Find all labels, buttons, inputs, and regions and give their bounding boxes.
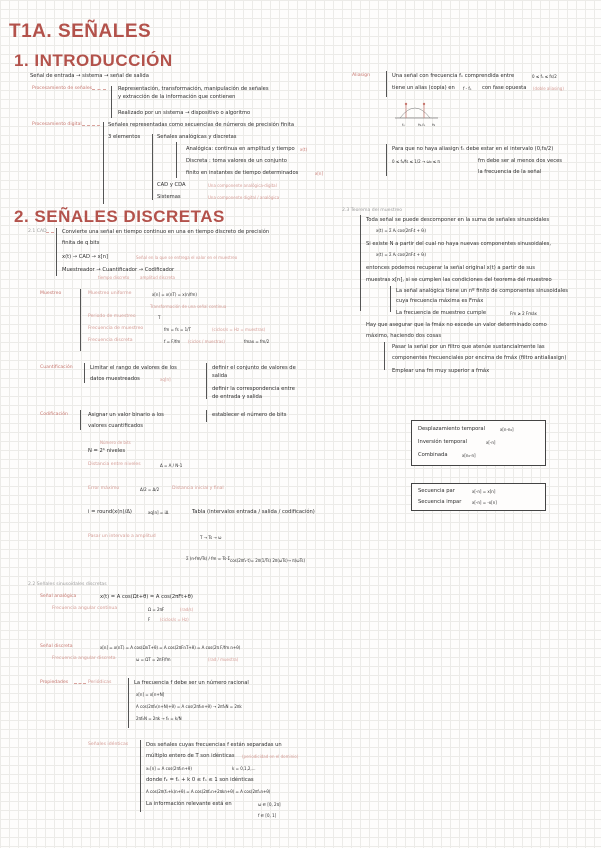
box1-row-3: Combinada [418, 452, 448, 458]
coding-1: Asignar un valor binario a los [88, 412, 164, 418]
cad-brace [56, 228, 57, 276]
periodic-3: A cos(2πf₀(n+N)+θ) = A cos(2πf₀n+θ) → 2πf₀N = 2πk [136, 704, 242, 709]
cad-heading: 2.1 CAD [28, 229, 47, 234]
theorem-line-2-math: x(t) = Σ Aᵢ cos(2πFᵢt + θᵢ) [376, 252, 426, 257]
sampling-brace [80, 289, 81, 351]
dig-line-1: Señales representadas como secuencias de números de precisión finita [108, 122, 294, 128]
figure-label-alias: fs-f₀ [418, 123, 426, 127]
aliasing-line-2: tiene un alias (copia) en [392, 85, 455, 91]
coding-r: establecer el número de bits [212, 412, 287, 418]
figure-point-alias [423, 103, 425, 105]
cad-line-2: finita de q bits [62, 240, 100, 246]
interval-math-3: cos(2πf₁·t)= 2π(1/Ts) 2π(ωTs)→ π(ωTs) [230, 558, 306, 563]
periodic-brace [128, 678, 129, 728]
theorem-line-12: Emplear una fm muy superior a fmáx [392, 368, 490, 374]
box1-row-2-math: x[-n] [486, 440, 496, 445]
cad-annotation-1: tiempo discreto [98, 275, 130, 280]
theorem-line-1-math: x(t) = Σ Aᵢ cos(2πFᵢt + θᵢ) [376, 228, 426, 233]
proc-brace [111, 86, 112, 118]
discrete-label: Señal discreta [40, 644, 73, 649]
sampling-freq-math: fm = fs = 1/T [164, 327, 191, 332]
quantization-2: datos muestreados [90, 376, 140, 382]
sampling-1: Muestreo uniforme [88, 291, 132, 296]
level-distance-math: Δ = A / N-1 [160, 463, 183, 468]
theorem-line-4: muestras x[n], si se cumplen las condiciones del teorema del muestreo [366, 277, 552, 283]
max-error-note: Distancia inicial y final [172, 486, 224, 491]
level-distance-label: Distancia entre niveles [88, 462, 141, 467]
properties-label: Propiedades [40, 680, 69, 685]
cad-chain-note: Señal en la que se entrega el valor en el muestreo [136, 255, 238, 260]
theorem-line-8: Hay que asegurar que la fmáx no excede un valor determinado como [366, 322, 547, 328]
signal-chain: Señal de entrada → sistema → señal de salida [30, 73, 149, 79]
element-a: Señales analógicas y discretas [157, 134, 237, 140]
coding-label: Codificación [40, 412, 68, 417]
temporal-ops-box [411, 420, 546, 466]
aliasing-figure [390, 96, 440, 136]
round-table: Tabla (intervalos entrada / salida / codificación) [192, 509, 315, 515]
element-b-note: Una componente analógica-digital [208, 183, 277, 188]
proc-line-2: y extracción de la información que contienen [118, 94, 236, 100]
discrete-freq-label-2: Frecuencia angular discreta [52, 656, 116, 661]
elements-brace [152, 134, 153, 200]
analog-freq-label: Frecuencia angular continua [52, 606, 118, 611]
box2-row-1-math: x[-n] = x[n] [472, 489, 496, 494]
page-title: T1A. SEÑALES [9, 21, 152, 42]
cad-chain: x(t) → CAD → x[n] [62, 254, 109, 260]
aliasing-line-2b: con fase opuesta [482, 85, 527, 91]
theorem-heading: 2.3 Teorema del muestreo [342, 208, 403, 213]
element-a-1-note: x(t) [300, 147, 308, 152]
theorem-line-11: componentes frecuenciales por encima de fmáx (filtro antialiasign) [392, 355, 567, 361]
proc-line-3: Realizado por un sistema → dispositivo o algoritmo [118, 110, 251, 116]
aliasing-line-3: Para que no haya aliasign fₒ debe estar en el intervalo (0,fs/2) [392, 146, 554, 152]
interval-math-1: T → Ts → ω [200, 535, 222, 540]
theorem-line-2: Si existe N a partir del cual no haya nuevas componentes sinusoidales, [366, 241, 551, 247]
identical-label: Señales idénticas [88, 742, 129, 747]
parity-box [411, 483, 546, 511]
identical-3-note: k = 0,1,2,... [232, 766, 256, 771]
theorem-todo-brace [384, 342, 385, 370]
element-a-1: Analógica: continua en amplitud y tiempo [186, 146, 295, 152]
period-label: Periodo de muestreo [88, 314, 136, 319]
sinusoidal-heading: 2.2 Señales sinusoidales discretas [28, 582, 107, 587]
element-a-brace [176, 142, 177, 178]
quantization-2-math: xq[n] [160, 377, 171, 382]
analog-label: Señal analógica [40, 594, 77, 599]
section-2-heading: 2. SEÑALES DISCRETAS [14, 207, 225, 226]
identical-6: La información relevante está en [146, 801, 232, 807]
max-error-label: Error máximo [88, 486, 120, 491]
dig-brace [103, 122, 104, 204]
periodic-2: x[n] = x[n+N] [136, 692, 165, 697]
quantization-right-brace [206, 363, 207, 399]
theorem-line-10: Pasar la señal por un filtro que atenúe sustancialmente las [392, 344, 545, 350]
sampling-freq-label: Frecuencia de muestreo [88, 326, 144, 331]
sampling-1-note: Transformación de una señal continua [150, 304, 227, 309]
element-a-2: Discreta : toma valores de un conjunto [186, 158, 287, 164]
interval-label: Pasar un intervalo a amplitud [88, 534, 156, 539]
identical-5: A cos(2π(fₒ+k)n+θ) = A cos(2πfₒn+2πkn+θ) = A cos(2πfₒn+θ) [146, 789, 271, 794]
theorem-line-1: Toda señal se puede descomponer en la suma de señales sinusoidales [366, 217, 550, 223]
dig-label: Procesamiento digital [32, 122, 82, 127]
analog-math: x(t) = A cos(Ωt+θ) = A cos(2πFt+θ) [100, 594, 193, 600]
identical-6-math: ω ∈ [0, 2π] [258, 802, 281, 807]
element-a-3-note: x[n] [315, 171, 324, 176]
box2-row-2: Secuencia impar [418, 499, 462, 505]
identical-4: donde fₖ = fₒ + k 0 ≤ fₒ ≤ 1 son idénticas [146, 777, 254, 783]
identical-brace [140, 740, 141, 812]
round-formula: i = round(x(n)/Δ) [88, 509, 132, 515]
box1-row-3-math: x[n₀-n] [462, 453, 476, 458]
theorem-line-6: cuya frecuencia máxima es Fmáx [396, 298, 484, 304]
element-c: Sistemas [157, 194, 181, 200]
figure-label-f0: f₀ [402, 123, 405, 127]
discrete-freq-math-2: ω = ΩT = 2πF/fm [136, 657, 171, 662]
theorem-line-7-math: Fm ≥ 2 Fmáx [510, 311, 537, 316]
section-1-heading: 1. INTRODUCCIÓN [14, 51, 173, 70]
sampling-1-math: x[n] = x(nT) = x(n/fm) [152, 292, 197, 297]
discrete-freq-note-2: (rad / muestra) [208, 657, 239, 662]
cad-chain-2: Muestreador → Cuantificador → Codificador [62, 267, 175, 273]
aliasing-line-1: Una señal con frecuencia fₒ comprendida entre [392, 73, 515, 79]
discrete-freq-note: (ciclos / muestras) [188, 339, 225, 344]
coding-right-brace [206, 410, 207, 422]
periodic-1: La frecuencia f debe ser un número racional [134, 680, 249, 686]
quantization-r2: salida [212, 373, 228, 379]
identical-2-note: (periodicidad en el dominio) [242, 754, 299, 759]
quantization-label: Cuantificación [40, 365, 73, 370]
proc-line-1: Representación, transformación, manipulación de señales [118, 86, 269, 92]
element-c-note: Una componente digital / analógica [208, 195, 280, 200]
properties-dash [74, 683, 86, 684]
identical-7-math: f ∈ [0, 1] [258, 813, 277, 818]
quantization-brace [84, 363, 85, 383]
theorem-line-3: entonces podemos recuperar la señal original x(t) a partir de sus [366, 265, 535, 271]
round-math: xq[n] = iΔ [148, 510, 169, 515]
coding-2: valores cuantificados [88, 423, 143, 429]
theorem-line-9: máximo, haciendo dos cosas [366, 333, 442, 339]
aliasing-line-2-math: f - fₒ [463, 86, 472, 91]
period-math: T [158, 315, 161, 320]
max-error-math: Δ/2 = Δ/2 [140, 487, 160, 492]
aliasing-line-4: fm debe ser al menos dos veces [478, 158, 562, 164]
aliasing-line-2-note: (doble aliasing) [533, 86, 564, 91]
analog-freq-note-2: (ciclos/s = Hz) [160, 617, 189, 622]
cad-dash [46, 232, 54, 233]
dig-dash [82, 125, 100, 126]
discrete-freq-label: Frecuencia discreta [88, 338, 133, 343]
periodic-label: Periódicas [88, 680, 112, 685]
aliasing-line-4-math: 0 ≤ f₀/fs ≤ 1/2 → ω₀ ≤ π [392, 159, 440, 164]
aliasing-cond-brace [386, 144, 387, 176]
aliasing-label: Aliasign [352, 73, 371, 78]
box1-row-1-math: x[n-n₀] [500, 427, 514, 432]
theorem-line-7: La frecuencia de muestreo cumple [396, 310, 487, 316]
identical-2: múltiplo entero de T son idénticas [146, 753, 235, 759]
cad-annotation-2: amplitud discreta [140, 275, 175, 280]
sampling-label: Muestreo [40, 291, 62, 296]
interval-math-2: Σ (n·fm/Ts) / fm = Ts·Σ [186, 556, 230, 561]
quantization-r3: definir la correspondencia entre [212, 386, 295, 392]
element-a-3: finito en instantes de tiempo determinados [186, 170, 299, 176]
box1-row-2: Inversión temporal [418, 439, 467, 445]
fmax-math: fmax = fm/2 [244, 339, 270, 344]
levels: N = 2ᵇ niveles [88, 448, 126, 454]
quantization-r1: definir el conjunto de valores de [212, 365, 296, 371]
periodic-4: 2πf₀N = 2πk → f₀ = k/N [136, 716, 182, 721]
box2-row-1: Secuencia par [418, 488, 455, 494]
discrete-math: x[n] = x(nT) = A cos(ΩnT+θ) = A cos(2πFnT+θ) = A cos(2π F/fm n+θ) [100, 645, 241, 650]
sampling-freq-note: (ciclos/s = Hz = muestras) [212, 327, 266, 332]
figure-label-fs: fs [432, 123, 436, 127]
discrete-freq-math: f = F/fm [164, 339, 181, 344]
cad-line-1: Convierte una señal en tiempo continuo en una en tiempo discreto de precisión [62, 229, 270, 235]
identical-3: xₖ[n] = A cos(2πfₖn+θ) [146, 766, 192, 771]
identical-1: Dos señales cuyas frecuencias f están separadas un [146, 742, 282, 748]
proc-dash [92, 89, 106, 90]
theorem-line-5: La señal analógica tiene un nº finito de componentes sinusoidales [396, 288, 568, 294]
aliasing-line-5: la frecuencia de la señal [478, 169, 542, 175]
box1-row-1: Desplazamiento temporal [418, 426, 486, 432]
analog-freq-note: (rad/s) [180, 607, 194, 612]
theorem-brace [360, 215, 361, 311]
analog-freq-math-2: F [148, 617, 151, 622]
levels-note: Número de bits [100, 440, 131, 445]
theorem-cond-brace [390, 286, 391, 312]
figure-point-f0 [405, 103, 407, 105]
quantization-1: Limitar el rango de valores de los [90, 365, 177, 371]
quantization-r4: de entrada y salida [212, 394, 263, 400]
aliasing-line-1-math: 0 ≤ fₒ ≤ fs/2 [532, 74, 557, 79]
coding-brace [80, 410, 81, 430]
elements-label: 3 elementos [108, 134, 141, 140]
element-b: CAD y CDA [157, 182, 186, 188]
aliasing-brace [386, 71, 387, 97]
box2-row-2-math: x[-n] = -x[n] [472, 500, 497, 505]
proc-label: Procesamiento de señales [32, 86, 93, 91]
figure-curve [400, 108, 430, 118]
analog-freq-math: Ω = 2πF [148, 607, 165, 612]
